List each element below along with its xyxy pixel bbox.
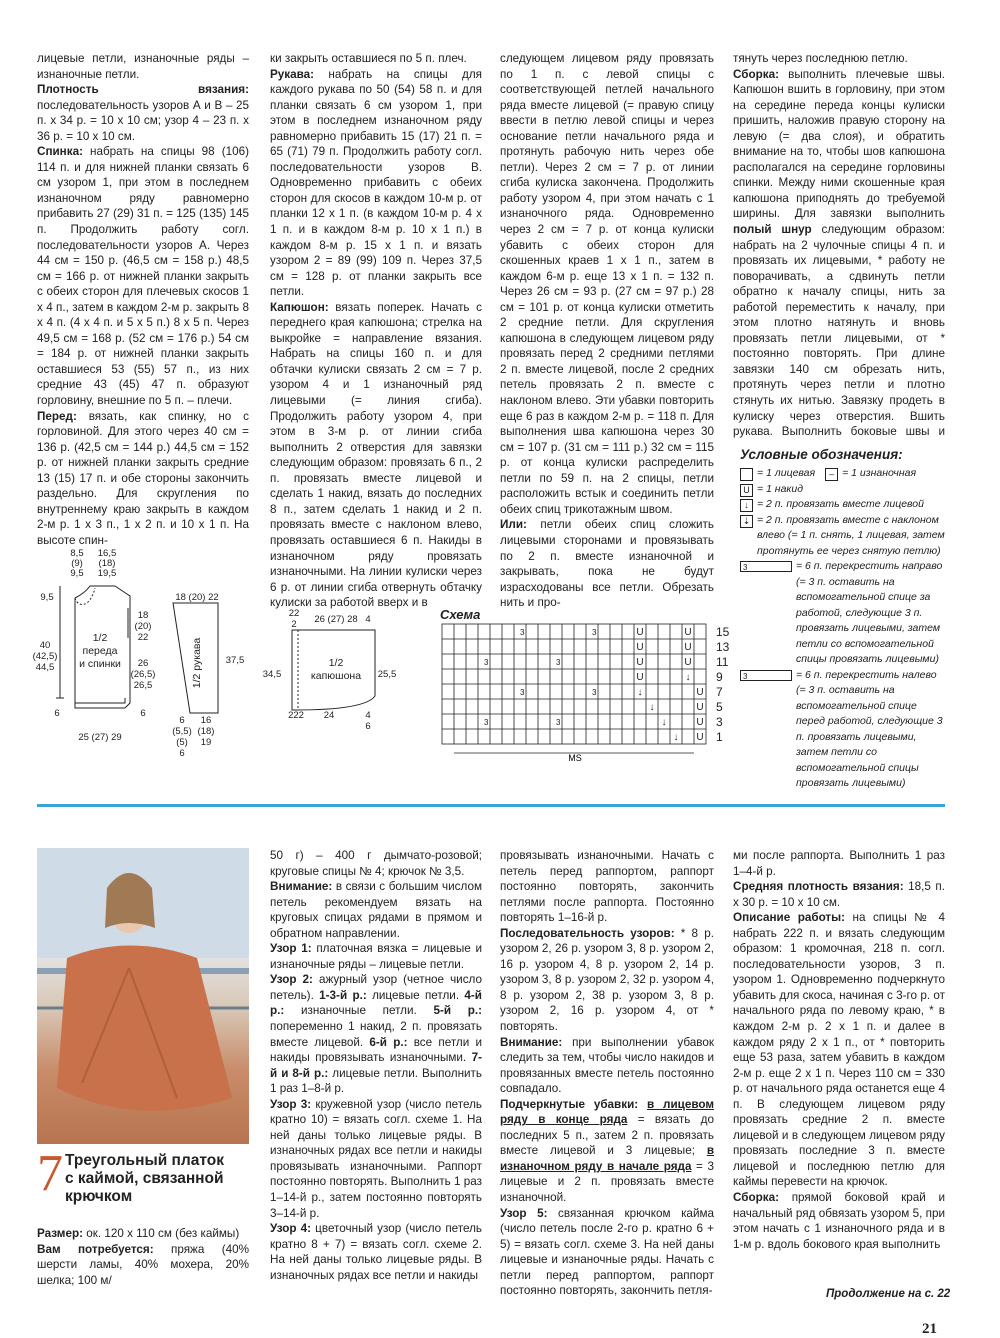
paragraph: лицевые петли, изнаночные ряды – изнаночные петли. (37, 52, 249, 81)
bottom-column-3 (733, 848, 945, 1252)
hood-label-line1: 1/2 (328, 657, 344, 669)
dim-label: 34,5 (262, 669, 282, 680)
svg-text:U: U (696, 702, 704, 713)
paragraph: Плотность вязания: последовательность узоров А и В – 25 п. х 34 р. = 10 х 10 см; узор 4 – 23 п. х 36 р. = 10 х 10 см. (37, 83, 249, 143)
dim-label: (9) (71, 558, 83, 569)
paragraph: Сборка: выполнить плечевые швы. Капюшон вшить в горловину, при этом на середине переда концы кулиски пришить, наложив правую сторону на левую (= два слоя), и обратить внимание на то, чтобы шов капюшона располагался на середине горловины спинки. Между ними скошенные края капюшона приподнять до требуемой ширины. Для завязки выполнить полый шнур следующим образом: набрать на 2 чулочные спицы 4 п. и провязать их лицевыми, * работу не поворачивать, а сдвинуть петли обратно к началу спицы, нить за работой переместить к началу, при этом плотно натянуть и вновь провязать петли лицевыми, от * постоянно повторять. При длине завязки 140 см обрезать нить, протянуть через петли и плотно стянуть их нитью. Завязку продеть в кулиску через отверстия. Вшить рукава. Выполнить боковые швы и (733, 67, 945, 439)
top-column-3 (500, 51, 714, 611)
svg-text:3: 3 (520, 628, 525, 637)
legend-item: ⇣ = 2 п. провязать вместе с наклоном влево (= 1 п. снять, 1 лицевая, затем протянуть ее через снятую петлю) (740, 513, 948, 560)
dim-label: (20) (134, 621, 152, 632)
paragraph: Последовательность узоров: * 8 р. узором 2, 26 р. узором 3, 8 р. узором 2, 16 р. узором 4, 8 р. узором 2, 14 р. узором 3, 8 р. узором 2, 32 р. узором 4, 8 р. узором 2, 38 р. узором 3, 8 р. узором 2, 16 р. узором 4, от * повторять. (500, 926, 714, 1034)
row-number: 9 (716, 670, 723, 684)
bottom-column-0 (37, 1226, 249, 1288)
dim-label: 44,5 (35, 662, 55, 673)
paragraph: Узор 2: ажурный узор (четное число петель). 1-3-й р.: лицевые петли. 4-й р.: изнаночные петли. 5-й р.: попеременно 1 накид, 2 п. провязать вместе лицевой. 6-й р.: все петли и накиды провязывать изнаночными. 7-й и 8-й р.: лицевые петли. Выполнить 1 раз 1–8-й р. (270, 973, 483, 1096)
legend-item: = 1 лицевая (740, 466, 815, 482)
svg-text:U: U (696, 687, 704, 698)
paragraph: Узор 5: связанная крючком кайма (число петель после 2-го р. кратно 6 + 5) = вязать согл. схеме 3. На ней даны лицевые и изнаночные ряды. Начать с петли перед раппортом, раппорт постоянно повторять, закончить петля- (500, 1206, 715, 1298)
legend-item: 3 = 6 п. перекрестить налево (= 3 п. оставить на вспомогательной спице перед работой, следующие 3 п. провязать лицевыми, затем петли со вспомогательной спицы провязать лицевыми) (740, 668, 948, 792)
dim-label: (18) (197, 726, 215, 737)
body-label-line3: и спинки (79, 658, 121, 670)
svg-text:U: U (684, 657, 692, 668)
dim-label: 6 (179, 715, 185, 726)
dim-label: 26 (137, 658, 149, 669)
bottom-column-2 (500, 848, 714, 1299)
row-number: 5 (716, 700, 723, 714)
paragraph: Узор 1: платочная вязка = лицевые и изнаночные ряды – лицевые петли. (270, 942, 482, 971)
paragraph: Сборка: прямой боковой край и начальный ряд обвязать узором 5, при этом начать с 1 изнаночного ряда и в 1-м р. вдоль бокового края выполнить (733, 1191, 945, 1251)
product-photo (37, 848, 249, 1144)
dim-label: 26 (27) 28 (314, 614, 358, 625)
paragraph: Подчеркнутые убавки: в лицевом ряду в конце ряда = вязать до последних 5 п., затем 2 п. провязать вместе лицевой и 3 лицевые; в изнаночном ряду в начале ряда = 3 лицевые и 2 п. провязать вместе изнаночной. (500, 1097, 714, 1205)
dim-label: 22 (137, 632, 149, 643)
paragraph: Размер: ок. 120 х 110 см (без каймы) (37, 1227, 240, 1240)
paragraph: Рукава: набрать на спицы для каждого рукава по 50 (54) 58 п. и для планки связать 6 см узором 1, при этом в последнем изнаночном ряду равномерно прибавить 15 (17) 21 п. = 65 (71) 79 п. Продолжить работу согл. последовательности узоров В. Одновременно прибавить с обеих сторон для скосов в каждом 10-м р. от планки 12 х 1 п. (в каждом 10-м р. 4 х 1 п. и в каждом 8-м р. 10 х 1 п.) в каждом 8-м р. 15 х 1 п. и вязать узором 2 = 89 (99) 109 п. Через 37,5 см = 128 р. от планки закрыть все петли. (270, 67, 482, 299)
paragraph: Вам потребуется: пряжа (40% шерсти ламы, 40% мохера, 20% шелка; 100 м/ (37, 1242, 249, 1287)
svg-text:U: U (684, 642, 692, 653)
dim-label: 4 (365, 710, 371, 721)
paragraph: Узор 4: цветочный узор (число петель кратно 8 + 7) = вязать согл. схеме 2. На ней даны только лицевые ряды. В изнаночных рядах все петли и накиды (270, 1222, 482, 1282)
dim-label: 2 (291, 619, 297, 630)
yarn-over-icon: U (740, 484, 753, 497)
paragraph: ми после раппорта. Выполнить 1 раз 1–4-й р. (733, 849, 945, 878)
dim-label: 6 (179, 748, 185, 759)
legend-item: 3 = 6 п. перекрестить направо (= 3 п. оставить на вспомогательной спице за работой, следующие 3 п. провязать лицевыми, затем петли со вспомогательной спицы провязать лицевыми) (740, 559, 948, 668)
svg-text:U: U (636, 642, 644, 653)
dim-label: 19,5 (97, 568, 117, 579)
top-column-4 (733, 51, 945, 441)
paragraph: Спинка: набрать на спицы 98 (106) 114 п. и для нижней планки связать 6 см узором 1, при этом в последнем изнаночном ряду равномерно прибавить 27 (29) 31 п. = 125 (135) 145 п. Продолжить работу согл. последовательности узоров А. Через 44 см = 150 р. (46,5 см = 158 р.) 48,5 см = 166 р. от нижней планки закрыть с обеих сторон для плечевых скосов 1 х 4 п., затем в каждом 2-м р. закрыть 8 х 4 п. (4 х 4 п. и 5 х 5 п.) 8 х 5 п. Через 49,5 см = 168 р. (52 см = 176 р.) 54 см = 184 р. от нижней планки закрыть оставшиеся 53 (55) 57 п., из них средние 43 (45) 47 п. образуют горловину, внешние по 5 п. – плечи. (37, 145, 249, 408)
dim-label: (18) (98, 558, 116, 569)
paragraph: ки закрыть оставшиеся по 5 п. плеч. (270, 52, 467, 65)
dim-label: 22 (288, 608, 300, 619)
svg-text:3: 3 (556, 658, 561, 667)
row-number: 3 (716, 715, 723, 729)
dim-label: 37,5 (225, 655, 245, 666)
svg-text:3: 3 (556, 718, 561, 727)
legend-item: ↓ = 2 п. провязать вместе лицевой (740, 497, 948, 513)
schema-chart (440, 622, 740, 764)
dim-label: 19 (200, 737, 212, 748)
body-labels (33, 548, 156, 743)
dim-label: (26,5) (130, 669, 156, 680)
ms-label: MS (568, 753, 582, 763)
svg-text:U: U (696, 717, 704, 728)
paragraph: Внимание: при выполнении убавок следить за тем, чтобы число накидов и провязанных вместе петель постоянно совпадало. (500, 1035, 714, 1096)
dim-label: 25,5 (377, 669, 397, 680)
paragraph: Капюшон: вязать поперек. Начать с переднего края капюшона; стрелка на выкройке = направление вязания. Набрать на спицы 160 п. и для обтачки кулиски связать 2 см = 7 р. узором 4 и 1 изнаночный ряд лицевыми (= линия сгиба). Продолжить работу узором 4, при этом в 3-м р. от линии сгиба выполнить 2 отверстия для завязки следующим образом: провязать 6 п., 2 п. провязать вместе лицевой и сделать 1 накид, вязать до последних 8 п., затем сделать 1 накид и 2 п. провязать вместе с наклоном влево, провязать оставшиеся 6 п. Накиды в изнаночном ряду провязать изнаночными. На линии кулиски через 6 р. от линии сгиба отвернуть обтачку кулиски за работой вверх и в (270, 300, 482, 610)
svg-text:↓: ↓ (673, 732, 679, 743)
paragraph: Или: петли обеих спиц сложить лицевыми сторонами и провязывать по 2 п. вместе изнаночной и закрывать, пока не будут израсходованы все петли. Обрезать нить и про- (500, 518, 714, 610)
hood-labels (263, 608, 397, 732)
body-label-line1: 1/2 (92, 632, 108, 644)
svg-text:↓: ↓ (649, 702, 655, 713)
dim-label: (42,5) (32, 651, 58, 662)
svg-text:3: 3 (592, 628, 597, 637)
legend-title: Условные обозначения: (740, 447, 903, 462)
dim-label: 6 (54, 708, 60, 719)
dim-label: 9,5 (70, 568, 84, 579)
schema-cables (484, 628, 597, 727)
cable-left-icon: 3 (740, 670, 792, 681)
knit-symbol-icon (740, 468, 753, 481)
paragraph: тянуть через последнюю петлю. (733, 52, 908, 65)
sleeve-labels (172, 592, 244, 759)
dim-label: 4 (365, 614, 371, 625)
svg-text:U: U (636, 672, 644, 683)
dim-label: 16 (200, 715, 212, 726)
schema-row-numbers (716, 625, 730, 744)
article-number: 7 (37, 1145, 63, 1202)
paragraph: Описание работы: на спицы № 4 набрать 222 п. и вязать следующим образом: 1 кромочная, 218 п. согл. последовательности узоров, 3 п. узором 1. Одновременно подчеркнуто убавить для скоса, начиная с 3-го р. от начального ряда по левому краю, * в каждом 2-м р. 2 х 1 п. и далее в каждом ряду 2 х 1 п., от * повторить еще 53 раза, затем убавить в каждом 2-м р. еще 2 х 1 п. Через 110 см = 330 р. от начального ряда останется еще 4 п. В следующем лицевом ряду провязать средние 2 п. вместе лицевой и в следующем лицевом ряду провязать последние 3 п. вместе лицевой и последнюю петлю для каймы перевести на крючок. (733, 911, 945, 1189)
top-column-1 (37, 51, 249, 549)
svg-text:U: U (684, 627, 692, 638)
hood-label-line2: капюшона (310, 670, 362, 682)
purl-symbol-icon: – (825, 468, 838, 481)
dim-label: 9,5 (40, 592, 54, 603)
svg-text:↓: ↓ (661, 717, 667, 728)
paragraph: Узор 3: кружевной узор (число петель кратно 10) = вязать согл. схеме 1. На ней даны только лицевые ряды. В изнаночных рядах все петли и накиды провязывать изнаночными. Раппорт постоянно повторять. Выполнить 1 раз 1–14-й р., затем постоянно повторять 3–14-й р. (270, 1097, 483, 1220)
pattern-schematics (30, 548, 440, 768)
continued-note: Продолжение на с. 22 (826, 1288, 951, 1300)
paragraph: 50 г) – 400 г дымчато-розовой; круговые спицы № 4; крючок № 3,5. (270, 849, 482, 878)
paragraph: Внимание: в связи с большим числом петель рекомендуем вязать на круговых спицах рядами в прямом и обратном направлении. (270, 880, 482, 940)
cable-right-icon: 3 (740, 561, 792, 572)
dim-label: 6 (365, 721, 371, 732)
legend (740, 466, 948, 792)
dim-label: 40 (39, 640, 51, 651)
legend-item: U = 1 накид (740, 482, 948, 498)
dim-label: 26,5 (133, 680, 153, 691)
section-divider (37, 804, 945, 807)
legend-item: – = 1 изнаночная (825, 466, 916, 482)
body-label-line2: переда (82, 645, 118, 657)
dim-label: 24 (323, 710, 335, 721)
page-number: 21 (922, 1321, 937, 1337)
top-column-2 (270, 51, 482, 611)
row-number: 7 (716, 685, 723, 699)
dim-label: (5) (176, 737, 188, 748)
dim-label: (5,5) (172, 726, 192, 737)
svg-text:3: 3 (484, 658, 489, 667)
svg-text:U: U (636, 657, 644, 668)
paragraph: Средняя плотность вязания: 18,5 п. х 30 р. = 10 х 10 см. (733, 880, 945, 909)
row-number: 15 (716, 625, 730, 639)
dim-label: 18 (137, 610, 149, 621)
article-title: Треугольный платок с каймой, связанной крючком (65, 1152, 224, 1205)
schema-title: Схема (440, 607, 481, 622)
sleeve-label: 1/2 рукава (191, 637, 203, 689)
svg-text:U: U (636, 627, 644, 638)
dim-label: 16,5 (97, 548, 117, 559)
svg-text:3: 3 (520, 688, 525, 697)
ssk-icon: ⇣ (740, 515, 753, 528)
dim-label: 18 (20) 22 (175, 592, 219, 603)
paragraph: Перед: вязать, как спинку, но с горловиной. Для этого через 40 см = 136 р. (42,5 см = 144 р.) 44,5 см = 152 р. от нижней планки закрыть средние 13 (15) 17 п. и обе стороны закончить раздельно. Для скругления по внутреннему краю закрыть в каждом 2-м р. 1 х 3 п., 1 х 2 п. и 10 х 1 п. На высоте спин- (37, 409, 249, 547)
svg-text:↓: ↓ (637, 687, 643, 698)
svg-text:3: 3 (592, 688, 597, 697)
bottom-column-1 (270, 848, 482, 1283)
dim-label: 25 (27) 29 (78, 732, 122, 743)
k2tog-icon: ↓ (740, 499, 753, 512)
dim-label: 6 (140, 708, 146, 719)
paragraph: провязывать изнаночными. Начать с петель перед раппортом, раппорт постоянно повторять, закончить петлями после раппорта. Постоянно повторять 1–16-й р. (500, 849, 714, 925)
row-number: 13 (716, 640, 730, 654)
row-number: 1 (716, 730, 723, 744)
svg-text:3: 3 (484, 718, 489, 727)
row-number: 11 (716, 655, 729, 669)
dim-label: 8,5 (70, 548, 84, 559)
paragraph: следующем лицевом ряду провязать по 1 п. с левой спицы с соответствующей петлей начального ряда вместе лицевой (= правую спицу ввести в петлю левой спицы и через основание петли начального ряда и протянуть рабочую нить через обе петли). Через 2 см = 7 р. от линии сгиба кулиска закончена. Продолжить работу узором 4, при этом начать с 1 изнаночного ряда. Одновременно через 2 см = 7 р. от конца кулиски убавить с обеих сторон для скошенных краев 1 х 1 п., затем в каждом 6-м р. еще 13 х 1 п. = 132 п. Через 26 см = 93 р. (27 см = 97 р.) 28 см = 101 р. от конца кулиски отметить 2 средние петли. Для скругления капюшона в следующем лицевом ряду провязать перед 2 средними петлями 2 п. вместе лицевой, после 2 средних петель провязать 2 п. вместе с наклоном влево. Эти убавки повторить еще 6 раз в каждом 2-м р. = 118 п. Для выполнения шва капюшона через 30 см = 107 р. (31 см = 111 р.) 32 см = 115 р. от конца кулиски распределить петли по 59 п. на 2 спицы, петли расположить встык и соединить петли обеих спиц трикотажным швом. (500, 52, 714, 516)
photo-illustration (37, 848, 249, 1144)
schema-grid (442, 624, 706, 753)
svg-text:U: U (696, 732, 704, 743)
svg-text:↓: ↓ (685, 672, 691, 683)
dim-label: 222 (288, 710, 304, 721)
